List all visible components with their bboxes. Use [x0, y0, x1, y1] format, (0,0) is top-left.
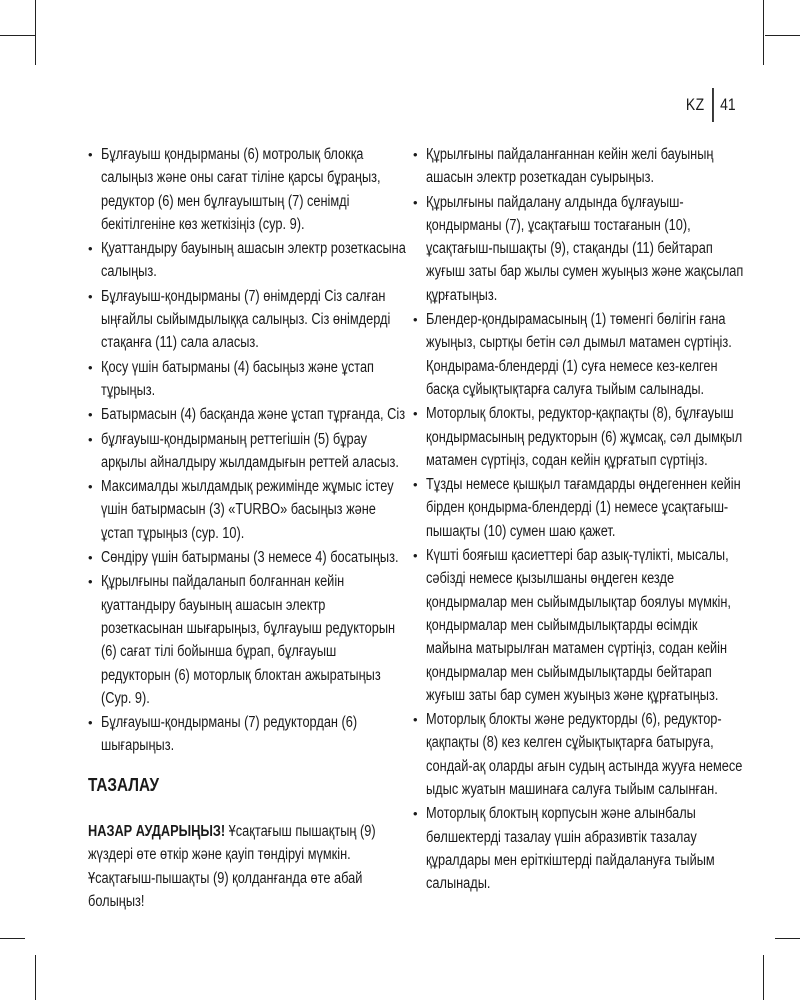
- crop-mark-bottom-left-h: [0, 938, 25, 939]
- left-instruction-list: [88, 143, 410, 758]
- bullet-icon: •: [413, 147, 418, 162]
- list-item: • Құрылғыны пайдаланғаннан кейін желі бауының ашасын электр розеткадан суырыңыз.: [413, 143, 745, 190]
- bullet-icon: •: [413, 312, 418, 328]
- list-item: • Моторлық блоктың корпусын және алынбалы бөлшектерді тазалау үшін абразивтік тазалау құралдары мен еріткіштерді пайдалануға тыйым салынады.: [413, 802, 745, 895]
- list-item: • Құрылғыны пайдаланып болғаннан кейін қуаттандыру бауының ашасын электр розеткасынан шығарыңыз, бұлғауыш редукторын (6) сағат тілі бойынша бұрап, бұлғауыш редукторын (6) моторлық блоктан ажыратыңыз (Сур. 9).: [88, 570, 410, 710]
- list-item: • Күшті бояғыш қасиеттері бар азық-түлікті, мысалы, сәбізді немесе қызылшаны өңдеген кезде қондырмалар мен сыйымдылықтар боялуы мүмкін, қондырмалар мен сыйымдылықтарды өсімдік майына матырылған матамен сүртіңіз, содан кейін қондырмалар мен сыйымдылықтарды бейтарап жуғыш заты бар сумен жуыңыз және құрғатыңыз.: [413, 544, 745, 707]
- list-item: • Бұлғауыш-қондырманы (7) редуктордан (6) шығарыңыз.: [88, 711, 410, 758]
- list-item: • Блендер-қондырамасының (1) төменгі бөлігін ғана жуыңыз, сыртқы бетін сәл дымыл матамен сүртіңіз. Қондырама-блендерді (1) суға немесе кез-келген басқа сұйықтықтарға салуға тыйым салынады.: [413, 308, 745, 401]
- list-item: • Тұзды немесе қышқыл тағамдарды өңдегеннен кейін бірден қондырма-блендерді (1) немесе ұсақтағыш-пышақты (10) сумен шаю қажет.: [413, 473, 745, 543]
- warning-paragraph: [88, 820, 410, 913]
- list-item: • Бұлғауыш-қондырманы (7) өнімдерді Сіз салған ыңғайлы сыйымдылыққа салыңыз. Сіз өнімдерді стақанға (11) сала аласыз.: [88, 285, 410, 355]
- list-item: • Сөндіру үшін батырманы (3 немесе 4) босатыңыз.: [88, 546, 410, 569]
- list-item: • Моторлық блокты және редукторды (6), редуктор-қақпақты (8) кез келген сұйықтықтарға батыруға, сондай-ақ оларды ағын судың астында жууға немесе ыдыс жуатын машинаға салуға тыйым салынған.: [413, 708, 745, 801]
- right-column: [413, 143, 745, 897]
- crop-mark-bottom-left-v: [35, 955, 36, 1000]
- list-item: • Қосу үшін батырманы (4) басыңыз және ұстап тұрыңыз.: [88, 356, 410, 403]
- crop-mark-bottom-right-h: [775, 938, 800, 939]
- bullet-icon: •: [413, 406, 418, 422]
- list-item: • Максималды жылдамдық режимінде жұмыс істеу үшін батырмасын (3) «TURBO» басыңыз және ұстап тұрыңыз (сур. 10).: [88, 475, 410, 545]
- right-cleaning-list: [413, 143, 745, 896]
- list-item: • Құрылғыны пайдалану алдында бұлғауыш-қондырманы (7), ұсақтағыш тостағанын (10), ұсақтағыш-пышақты (9), стақанды (11) бейтарап жуғыш заты бар жылы сумен жуыңыз және жақсылап құрғатыңыз.: [413, 191, 745, 307]
- bullet-icon: •: [413, 806, 418, 822]
- list-item: • бұлғауыш-қондырманың реттегішін (5) бұрау арқылы айналдыру жылдамдығын реттей аласыз.: [88, 428, 410, 475]
- left-column: [88, 143, 410, 913]
- bullet-icon: •: [88, 241, 93, 257]
- bullet-icon: •: [88, 147, 93, 162]
- bullet-icon: •: [88, 574, 93, 590]
- crop-mark-top-right-h: [765, 35, 800, 36]
- bullet-icon: •: [88, 550, 93, 566]
- crop-mark-bottom-right-v: [763, 955, 764, 1000]
- bullet-icon: •: [413, 712, 418, 728]
- list-item: • Бұлғауыш қондырманы (6) мотролық блокқа салыңыз және оны сағат тіліне қарсы бұраңыз, редуктор (6) мен бұлғауыштың (7) сенімді бекітілгеніне көз жеткізіңіз (сур. 9).: [88, 143, 410, 236]
- section-title-cleaning: ТАЗАЛАУ: [88, 774, 159, 795]
- bullet-icon: •: [413, 548, 418, 564]
- bullet-icon: •: [413, 194, 418, 210]
- page-number: 41: [720, 95, 736, 114]
- list-item: • Моторлық блокты, редуктор-қақпақты (8), бұлғауыш қондырмасының редукторын (6) жұмсақ, сәл дымқыл матамен сүртіңіз, содан кейін құрғатып сүртіңіз.: [413, 402, 745, 472]
- warning-label: НАЗАР АУДАРЫҢЫЗ!: [88, 823, 226, 841]
- crop-mark-top-left-v: [35, 0, 36, 65]
- bullet-icon: •: [88, 715, 93, 731]
- header-divider: [712, 88, 714, 122]
- bullet-icon: •: [413, 477, 418, 493]
- bullet-icon: •: [88, 431, 93, 447]
- warning-text: Ұсақтағыш пышақтың (9) жүздері өте өткір және қауіп төндіруі мүмкін. Ұсақтағыш-пышақты (9) қолданғанда өте абай болыңыз!: [88, 823, 376, 910]
- crop-mark-top-right-v: [763, 0, 764, 65]
- bullet-icon: •: [88, 288, 93, 304]
- bullet-icon: •: [88, 479, 93, 495]
- bullet-icon: •: [88, 359, 93, 375]
- page-header: [686, 88, 736, 122]
- bullet-icon: •: [88, 407, 93, 423]
- list-item: • Қуаттандыру бауының ашасын электр розеткасына салыңыз.: [88, 237, 410, 284]
- list-item: • Батырмасын (4) басқанда және ұстап тұрғанда, Сіз: [88, 403, 410, 426]
- language-code: KZ: [686, 95, 705, 114]
- crop-mark-top-left-h: [0, 35, 35, 36]
